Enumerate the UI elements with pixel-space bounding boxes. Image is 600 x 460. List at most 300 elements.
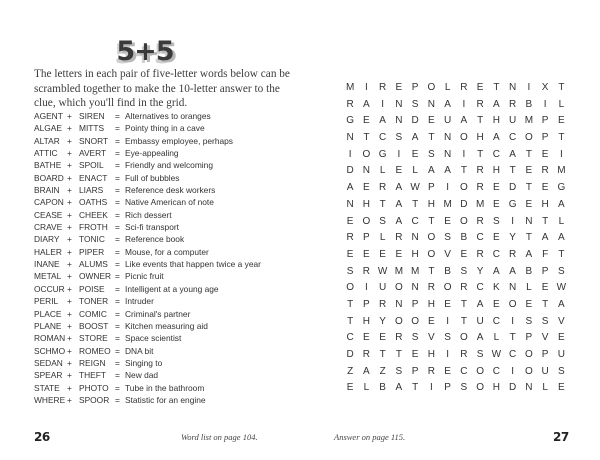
grid-letter[interactable]: R [346, 232, 354, 244]
clue-text: Intelligent at a young age [125, 283, 219, 294]
grid-letter[interactable]: A [363, 365, 370, 377]
grid-letter[interactable]: T [412, 382, 419, 394]
grid-letter[interactable]: E [379, 248, 386, 260]
grid-letter[interactable]: G [378, 148, 387, 160]
first-word: WHERE [34, 394, 66, 405]
grid-letter[interactable]: E [525, 298, 533, 310]
word-pair-row [34, 296, 300, 308]
word-pair-row [34, 333, 300, 345]
grid-letter[interactable]: O [524, 349, 533, 360]
word-pair-row [34, 321, 300, 333]
grid-letter[interactable]: T [379, 198, 386, 210]
grid-letter[interactable]: W [491, 349, 502, 360]
grid-letter[interactable]: T [347, 298, 354, 310]
grid-letter[interactable]: P [363, 298, 370, 310]
grid-letter[interactable]: A [558, 232, 565, 244]
grid-letter[interactable]: A [444, 165, 451, 177]
grid-letter[interactable]: L [558, 98, 565, 110]
plus-sign: + [67, 382, 72, 393]
grid-letter[interactable]: A [493, 98, 500, 110]
grid-letter[interactable]: U [379, 282, 387, 294]
grid-letter[interactable]: I [446, 315, 450, 327]
grid-letter[interactable]: E [428, 115, 435, 127]
grid-letter[interactable]: R [379, 298, 387, 310]
plus-sign: + [67, 283, 72, 294]
grid-letter[interactable]: N [346, 132, 354, 144]
grid-letter[interactable]: E [444, 298, 451, 310]
grid-letter[interactable]: A [541, 232, 549, 244]
grid-letter[interactable]: C [509, 132, 517, 144]
grid-letter[interactable]: E [558, 382, 565, 394]
grid-letter[interactable]: H [411, 248, 419, 260]
grid-letter[interactable]: S [395, 365, 403, 377]
grid-letter[interactable]: E [363, 115, 370, 127]
grid-letter[interactable]: G [557, 182, 566, 194]
grid-letter[interactable]: C [346, 332, 354, 344]
grid-letter[interactable]: N [346, 198, 354, 210]
grid-letter[interactable]: T [347, 315, 354, 327]
grid-letter[interactable]: A [346, 182, 354, 194]
grid-letter[interactable]: Y [509, 232, 516, 244]
grid-letter[interactable]: P [541, 132, 549, 144]
grid-letter[interactable]: I [527, 82, 531, 93]
grid-letter[interactable]: R [509, 98, 517, 110]
grid-letter[interactable]: W [410, 182, 420, 194]
grid-letter[interactable]: H [427, 198, 435, 210]
grid-letter[interactable]: O [459, 215, 468, 227]
grid-letter[interactable]: R [476, 98, 484, 110]
clue-text: Intruder [125, 296, 154, 307]
grid-letter[interactable]: I [348, 148, 352, 160]
grid-letter[interactable]: H [492, 115, 500, 127]
word-pair-row [34, 383, 300, 395]
grid-letter[interactable]: G [508, 198, 517, 210]
grid-letter[interactable]: R [476, 182, 484, 194]
grid-letter[interactable]: S [428, 148, 435, 160]
grid-letter[interactable]: A [460, 115, 468, 127]
grid-letter[interactable]: T [428, 265, 435, 277]
grid-letter[interactable]: M [410, 265, 420, 277]
grid-letter[interactable]: I [397, 148, 401, 160]
grid-letter[interactable]: C [476, 282, 484, 294]
grid-letter[interactable]: E [444, 215, 451, 227]
equals-sign: = [115, 234, 120, 245]
grid-letter[interactable]: N [525, 382, 533, 394]
grid-letter[interactable]: R [509, 248, 517, 260]
grid-letter[interactable]: V [558, 315, 565, 327]
grid-letter[interactable]: A [509, 148, 516, 160]
equals-sign: = [115, 209, 120, 220]
grid-letter[interactable]: E [525, 165, 533, 177]
grid-letter[interactable]: H [362, 198, 370, 210]
grid-letter[interactable]: D [509, 182, 517, 194]
grid-letter[interactable]: A [558, 198, 565, 210]
grid-letter[interactable]: B [525, 265, 533, 277]
grid-letter[interactable]: T [525, 182, 532, 194]
grid-letter[interactable]: E [525, 198, 533, 210]
grid-letter[interactable]: W [556, 282, 567, 294]
grid-letter[interactable]: S [411, 332, 419, 344]
grid-letter[interactable]: P [541, 265, 549, 277]
grid-row [342, 247, 570, 264]
grid-letter[interactable]: R [460, 282, 468, 294]
grid-letter[interactable]: A [525, 248, 533, 260]
grid-letter[interactable]: M [524, 115, 534, 127]
grid-letter[interactable]: E [493, 232, 500, 244]
grid-letter[interactable]: V [444, 248, 451, 260]
grid-letter[interactable]: I [446, 182, 450, 194]
grid-letter[interactable]: I [364, 282, 368, 294]
grid-letter[interactable]: E [460, 248, 468, 260]
grid-letter[interactable]: R [460, 349, 468, 360]
grid-letter[interactable]: E [346, 215, 354, 227]
grid-letter[interactable]: O [427, 82, 436, 93]
grid-letter[interactable]: N [395, 298, 403, 310]
grid-letter[interactable]: A [395, 182, 403, 194]
grid-letter[interactable]: P [541, 115, 549, 127]
grid-letter[interactable]: N [395, 115, 403, 127]
grid-letter[interactable]: O [476, 365, 485, 377]
grid-letter[interactable]: T [363, 132, 370, 144]
grid-letter[interactable]: E [363, 182, 370, 194]
grid-letter[interactable]: Y [379, 315, 386, 327]
grid-letter[interactable]: A [395, 215, 403, 227]
grid-letter[interactable]: E [541, 182, 549, 194]
grid-letter[interactable]: O [443, 282, 452, 294]
first-word: BRAIN [34, 185, 60, 196]
grid-letter[interactable]: T [493, 82, 500, 93]
grid-letter[interactable]: S [525, 315, 533, 327]
second-word: SIREN [79, 111, 105, 121]
grid-letter[interactable]: A [379, 115, 386, 127]
grid-letter[interactable]: O [427, 232, 436, 244]
grid-letter[interactable]: R [476, 215, 484, 227]
grid-letter[interactable]: S [395, 132, 403, 144]
grid-letter[interactable]: T [558, 248, 565, 260]
grid-letter[interactable]: H [541, 198, 549, 210]
grid-letter[interactable]: L [363, 382, 370, 394]
grid-letter[interactable]: T [509, 332, 516, 344]
grid-letter[interactable]: O [508, 298, 517, 310]
grid-letter[interactable]: V [428, 332, 435, 344]
grid-letter[interactable]: O [394, 315, 403, 327]
grid-letter[interactable]: P [444, 382, 451, 394]
grid-letter[interactable]: T [428, 215, 435, 227]
grid-letter[interactable]: S [444, 232, 451, 244]
grid-letter[interactable]: M [443, 198, 452, 210]
grid-letter[interactable]: X [541, 82, 549, 93]
grid-letter[interactable]: G [346, 115, 355, 127]
grid-letter[interactable]: U [476, 315, 484, 327]
grid-letter[interactable]: E [493, 198, 500, 210]
grid-letter[interactable]: B [525, 98, 533, 110]
grid-letter[interactable]: E [346, 248, 354, 260]
grid-letter[interactable]: I [511, 365, 515, 377]
grid-letter[interactable]: A [476, 298, 484, 310]
grid-letter[interactable]: L [379, 232, 386, 244]
grid-letter[interactable]: P [428, 182, 435, 194]
grid-letter[interactable]: E [476, 82, 484, 93]
puzzle-title: 5+5 [116, 36, 174, 67]
grid-letter[interactable]: C [411, 215, 419, 227]
grid-letter[interactable]: M [345, 82, 355, 93]
grid-letter[interactable]: O [346, 282, 355, 294]
grid-letter[interactable]: R [460, 82, 468, 93]
grid-letter[interactable]: E [395, 82, 403, 93]
grid-letter[interactable]: O [362, 215, 371, 227]
grid-letter[interactable]: T [428, 132, 435, 144]
grid-letter[interactable]: C [492, 365, 500, 377]
grid-letter[interactable]: D [460, 198, 468, 210]
grid-letter[interactable]: N [411, 282, 419, 294]
grid-letter[interactable]: A [444, 98, 451, 110]
first-word: OCCUR [34, 283, 65, 294]
grid-letter[interactable]: E [541, 282, 549, 294]
first-word: CRAVE [34, 222, 63, 233]
grid-letter[interactable]: K [493, 282, 500, 294]
grid-letter[interactable]: A [493, 265, 500, 277]
grid-letter[interactable]: S [541, 315, 549, 327]
grid-letter[interactable]: C [460, 365, 468, 377]
grid-letter[interactable]: U [509, 115, 517, 127]
grid-letter[interactable]: O [524, 365, 533, 377]
grid-letter[interactable]: E [493, 182, 500, 194]
grid-letter[interactable]: H [492, 165, 500, 177]
grid-letter[interactable]: E [363, 332, 370, 344]
grid-letter[interactable]: C [492, 148, 500, 160]
grid-letter[interactable]: S [444, 332, 451, 344]
grid-letter[interactable]: H [492, 382, 500, 394]
grid-letter[interactable]: E [493, 298, 500, 310]
grid-letter[interactable]: N [509, 82, 517, 93]
grid-letter[interactable]: L [379, 165, 386, 177]
equals-sign: = [115, 308, 120, 319]
grid-letter[interactable]: Z [347, 365, 354, 377]
grid-letter[interactable]: A [428, 165, 435, 177]
grid-letter[interactable]: P [541, 349, 549, 360]
grid-letter[interactable]: A [509, 265, 516, 277]
grid-letter[interactable]: R [379, 182, 387, 194]
grid-letter[interactable]: T [558, 82, 565, 93]
grid-letter[interactable]: D [346, 349, 354, 360]
grid-letter[interactable]: H [427, 298, 435, 310]
grid-letter[interactable]: C [379, 132, 387, 144]
plus-sign: + [67, 246, 72, 257]
grid-letter[interactable]: T [477, 115, 484, 127]
grid-letter[interactable]: I [462, 148, 466, 160]
grid-letter[interactable]: R [541, 165, 549, 177]
grid-letter[interactable]: I [446, 349, 450, 360]
grid-letter[interactable]: M [475, 198, 485, 210]
grid-letter[interactable]: E [444, 365, 451, 377]
grid-letter[interactable]: L [542, 382, 548, 394]
grid-letter[interactable]: C [492, 315, 500, 327]
grid-letter[interactable]: L [412, 165, 418, 177]
grid-letter[interactable]: T [525, 148, 532, 160]
grid-letter[interactable]: E [428, 315, 435, 327]
grid-letter[interactable]: O [459, 182, 468, 194]
grid-letter[interactable]: N [427, 98, 435, 110]
grid-letter[interactable]: T [412, 198, 419, 210]
grid-letter[interactable]: O [427, 248, 436, 260]
grid-letter[interactable]: P [411, 365, 419, 377]
grid-letter[interactable]: A [558, 298, 565, 310]
grid-letter[interactable]: N [444, 148, 452, 160]
grid-letter[interactable]: N [395, 98, 403, 110]
grid-letter[interactable]: M [557, 165, 566, 177]
grid-letter[interactable]: R [427, 365, 435, 377]
grid-letter[interactable]: R [379, 82, 387, 93]
grid-letter[interactable]: S [379, 215, 386, 227]
grid-letter[interactable]: Y [476, 265, 484, 277]
grid-letter[interactable]: I [511, 315, 515, 327]
grid-letter[interactable]: O [394, 282, 403, 294]
grid-letter[interactable]: R [476, 165, 484, 177]
first-word: AGENT [34, 111, 63, 121]
grid-letter[interactable]: I [559, 148, 563, 160]
grid-letter[interactable]: S [558, 365, 565, 377]
grid-letter[interactable]: O [524, 132, 533, 144]
grid-letter[interactable]: S [558, 265, 565, 277]
grid-letter[interactable]: T [477, 148, 484, 160]
grid-letter[interactable]: D [509, 382, 517, 394]
plus-sign: + [67, 111, 72, 121]
grid-letter[interactable]: T [379, 349, 386, 360]
grid-letter[interactable]: R [346, 98, 354, 110]
grid-letter[interactable]: U [557, 349, 565, 360]
grid-row [342, 347, 570, 364]
grid-letter[interactable]: E [558, 332, 565, 344]
grid-letter[interactable]: R [427, 282, 435, 294]
grid-letter[interactable]: T [460, 165, 467, 177]
grid-letter[interactable]: N [509, 282, 517, 294]
grid-letter[interactable]: N [444, 132, 452, 144]
grid-letter[interactable]: P [411, 82, 419, 93]
grid-letter[interactable]: T [525, 232, 532, 244]
grid-letter[interactable]: C [492, 248, 500, 260]
grid-letter[interactable]: A [476, 332, 484, 344]
word-pair-row [34, 160, 300, 172]
grid-letter[interactable]: M [394, 265, 404, 277]
grid-letter[interactable]: U [444, 115, 452, 127]
grid-letter[interactable]: R [362, 349, 370, 360]
grid-letter[interactable]: W [377, 265, 388, 277]
grid-letter[interactable]: O [362, 148, 371, 160]
grid-letter[interactable]: T [542, 215, 549, 227]
grid-letter[interactable]: E [411, 349, 419, 360]
grid-letter[interactable]: U [541, 365, 549, 377]
second-word: MITTS [79, 123, 105, 134]
grid-letter[interactable]: N [525, 215, 533, 227]
grid-letter[interactable]: E [541, 148, 549, 160]
grid-letter[interactable]: B [379, 382, 386, 394]
grid-letter[interactable]: A [493, 132, 500, 144]
grid-letter[interactable]: P [363, 232, 370, 244]
grid-letter[interactable]: I [381, 98, 385, 110]
second-word: STORE [79, 333, 108, 344]
grid-letter[interactable]: P [525, 332, 533, 344]
grid-letter[interactable]: E [363, 248, 370, 260]
grid-letter[interactable]: L [526, 282, 532, 294]
second-word: SPOOR [79, 394, 110, 405]
grid-letter[interactable]: I [511, 215, 515, 227]
grid-letter[interactable]: S [460, 265, 468, 277]
grid-letter[interactable]: R [362, 265, 370, 277]
grid-letter[interactable]: I [543, 98, 547, 110]
grid-letter[interactable]: Z [379, 365, 386, 377]
grid-letter[interactable]: N [411, 232, 419, 244]
word-pair-row [34, 247, 300, 259]
word-pair-row [34, 309, 300, 321]
grid-letter[interactable]: R [395, 332, 403, 344]
grid-letter[interactable]: T [542, 298, 549, 310]
grid-letter[interactable]: O [476, 382, 485, 394]
grid-letter[interactable]: C [476, 232, 484, 244]
grid-letter[interactable]: T [558, 132, 565, 144]
grid-letter[interactable]: E [395, 248, 403, 260]
grid-letter[interactable]: L [444, 82, 451, 93]
grid-letter[interactable]: N [362, 165, 370, 177]
grid-letter[interactable]: B [460, 232, 468, 244]
grid-letter[interactable]: O [459, 332, 468, 344]
grid-letter[interactable]: T [509, 165, 516, 177]
grid-letter[interactable]: E [558, 115, 565, 127]
grid-letter[interactable]: S [476, 349, 484, 360]
clue-text: Pointy thing in a cave [125, 123, 205, 134]
first-word: STATE [34, 382, 60, 393]
grid-letter[interactable]: D [411, 115, 419, 127]
grid-letter[interactable]: H [362, 315, 370, 327]
grid-letter[interactable]: A [411, 132, 419, 144]
equals-sign: = [115, 271, 120, 282]
grid-letter[interactable]: S [411, 98, 419, 110]
grid-letter[interactable]: S [460, 382, 468, 394]
grid-letter[interactable]: C [509, 349, 517, 360]
grid-letter[interactable]: A [395, 198, 403, 210]
grid-letter[interactable]: H [427, 349, 435, 360]
grid-letter[interactable]: E [346, 382, 354, 394]
grid-letter[interactable]: T [460, 315, 467, 327]
grid-letter[interactable]: E [411, 148, 419, 160]
grid-letter[interactable]: A [395, 382, 403, 394]
grid-letter[interactable]: T [395, 349, 402, 360]
grid-letter[interactable]: H [476, 132, 484, 144]
word-pair-row [34, 222, 300, 234]
second-word: ROMEO [79, 345, 111, 356]
grid-letter[interactable]: L [493, 332, 500, 344]
grid-letter[interactable]: L [558, 215, 565, 227]
grid-letter[interactable]: S [346, 265, 354, 277]
grid-letter[interactable]: D [346, 165, 354, 177]
grid-letter[interactable]: O [459, 132, 468, 144]
grid-letter[interactable]: P [411, 298, 419, 310]
grid-letter[interactable]: I [429, 382, 433, 394]
grid-letter[interactable]: A [363, 98, 370, 110]
grid-letter[interactable]: V [541, 332, 549, 344]
grid-letter[interactable]: E [395, 165, 403, 177]
grid-letter[interactable]: O [411, 315, 420, 327]
grid-letter[interactable]: I [364, 82, 368, 93]
grid-letter[interactable]: S [493, 215, 500, 227]
grid-letter[interactable]: T [460, 298, 467, 310]
grid-letter[interactable]: F [542, 248, 549, 260]
grid-letter[interactable]: R [476, 248, 484, 260]
grid-letter[interactable]: I [462, 98, 466, 110]
grid-letter[interactable]: R [395, 232, 403, 244]
first-word: ALTAR [34, 135, 60, 146]
grid-letter[interactable]: B [444, 265, 451, 277]
grid-letter[interactable]: E [379, 332, 386, 344]
